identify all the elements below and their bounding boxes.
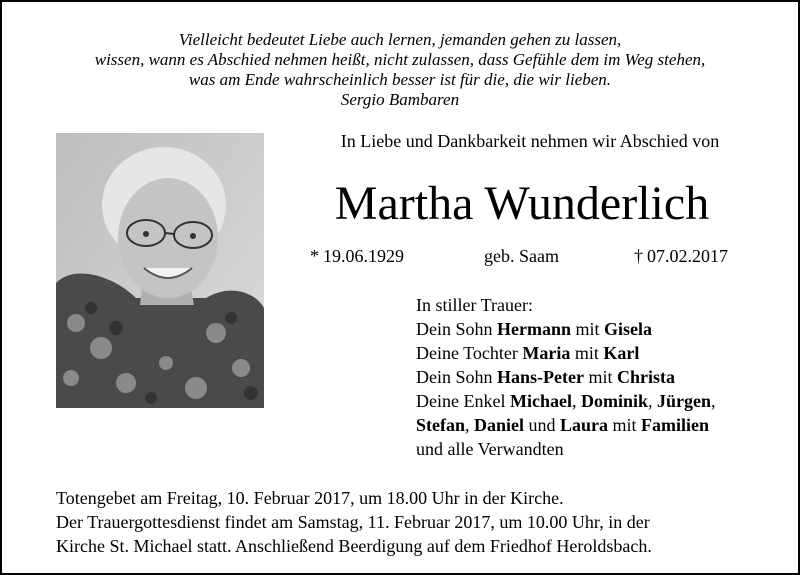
service-line: Kirche St. Michael statt. Anschließend Beerdigung auf dem Friedhof Heroldsbach. (56, 536, 652, 556)
mourner-text: Dein Sohn (416, 319, 497, 339)
mourner-text: , (647, 391, 657, 411)
mourner-name: Stefan (416, 415, 465, 435)
mourner-name: Daniel (474, 415, 525, 435)
quote-line: wissen, wann es Abschied nehmen heißt, nicht zulassen, dass Gefühle dem im Weg stehen, (94, 50, 706, 69)
quote-block (2, 30, 798, 110)
mourner-text: mit (608, 415, 642, 435)
mourner-name: Hermann (497, 319, 571, 339)
intro-text: In Liebe und Dankbarkeit nehmen wir Abschied von (340, 131, 720, 151)
quote-author: Sergio Bambaren (340, 90, 460, 109)
mourner-text: Deine Tochter (416, 343, 523, 363)
mourner-name: Jürgen (656, 391, 711, 411)
death-date-value: 07.02.2017 (647, 246, 728, 266)
mourner-text: Deine Enkel (416, 391, 510, 411)
mourner-name: Familien (641, 415, 710, 435)
mourner-line (416, 317, 715, 341)
service-info (56, 486, 652, 558)
cross-icon: † (634, 246, 643, 266)
portrait-image (56, 133, 264, 408)
mourner-line (416, 365, 715, 389)
mourner-line (416, 389, 715, 413)
mourner-text: , (571, 391, 581, 411)
deceased-name: Martha Wunderlich (334, 177, 710, 230)
mourner-text: und (524, 415, 561, 435)
mourner-text: mit (571, 319, 605, 339)
mourners-heading: In stiller Trauer: (416, 295, 533, 315)
mourner-name: Gisela (604, 319, 653, 339)
mourner-name: Maria (522, 343, 571, 363)
birth-date-value: 19.06.1929 (323, 246, 404, 266)
mourner-text: mit (583, 367, 617, 387)
mourners-list (416, 293, 715, 461)
death-date (634, 246, 728, 267)
mourner-text: Dein Sohn (416, 367, 497, 387)
quote-line: was am Ende wahrscheinlich besser ist für die, die wir lieben. (188, 70, 612, 89)
mourner-text: , (465, 415, 474, 435)
quote-line: Vielleicht bedeutet Liebe auch lernen, jemanden gehen zu lassen, (178, 30, 622, 49)
mourner-line (416, 341, 715, 365)
portrait-photo (56, 133, 264, 408)
mourner-text: , (710, 391, 716, 411)
mourner-name: Hans-Peter (497, 367, 584, 387)
mourner-name: Dominik (580, 391, 648, 411)
service-line: Totengebet am Freitag, 10. Februar 2017, um 18.00 Uhr in der Kirche. (56, 488, 564, 508)
mourner-name: Karl (603, 343, 640, 363)
mourner-line (416, 413, 715, 437)
birth-date (310, 246, 404, 267)
birth-symbol: * (310, 246, 319, 266)
service-line: Der Trauergottesdienst findet am Samstag, 11. Februar 2017, um 10.00 Uhr, in der (56, 512, 650, 532)
mourner-name: Christa (616, 367, 675, 387)
maiden-name: geb. Saam (484, 246, 559, 266)
mourner-name: Laura (560, 415, 609, 435)
mourner-name: Michael (509, 391, 572, 411)
mourner-text: mit (570, 343, 604, 363)
mourner-line: und alle Verwandten (416, 439, 564, 459)
